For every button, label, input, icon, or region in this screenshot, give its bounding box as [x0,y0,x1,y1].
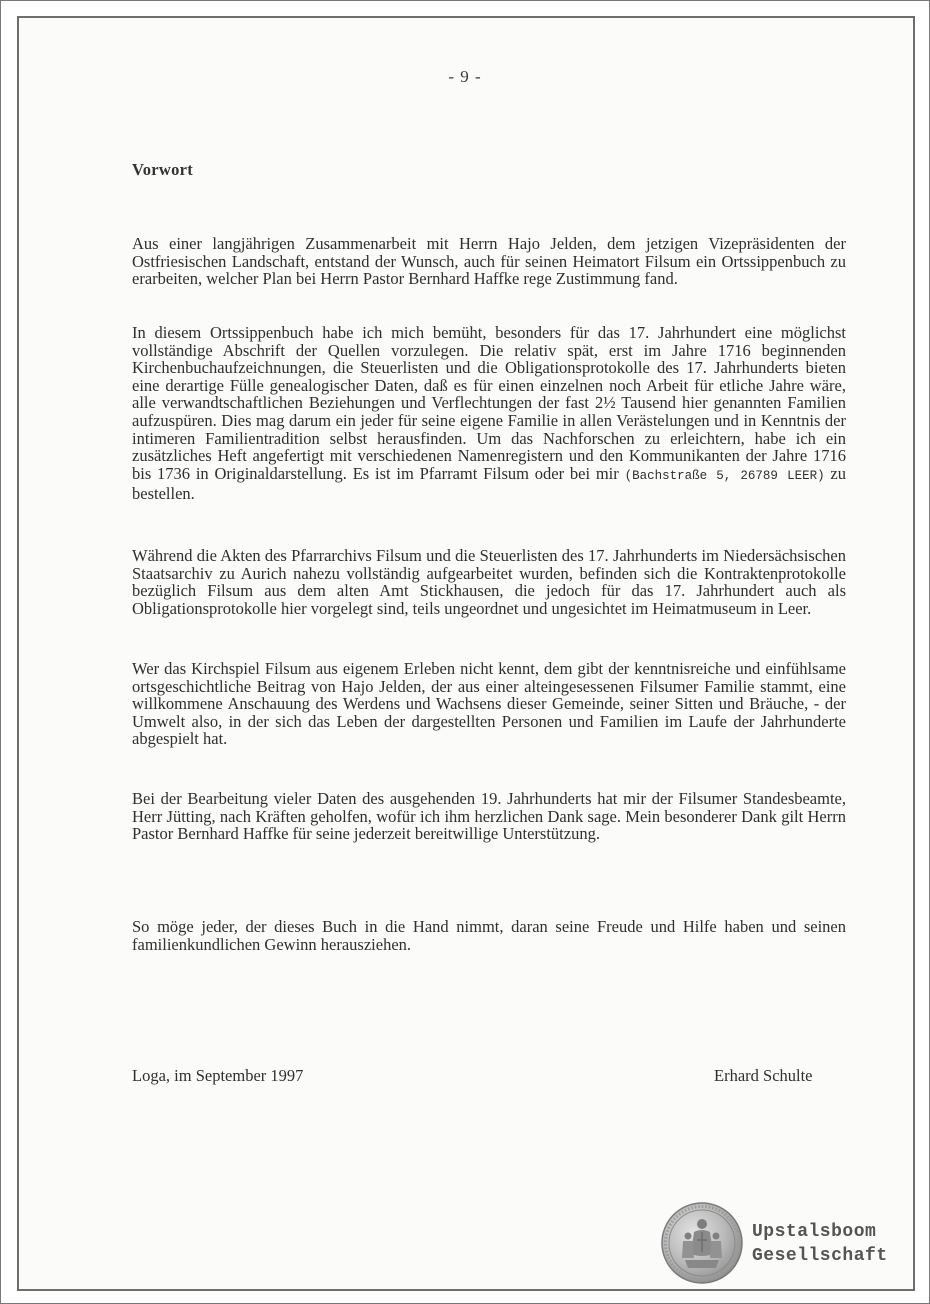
place-and-date: Loga, im September 1997 [132,1066,304,1085]
paragraph-ortssippenbuch [132,324,846,503]
upstalsboom-seal-icon [661,1202,743,1284]
author-address: (Bachstraße 5, 26789 LEER) [624,468,825,483]
page-border [17,16,915,1291]
paragraph-ortssippenbuch-text: In diesem Ortssippenbuch habe ich mich bemüht, besonders für das 17. Jahrhundert eine möglichst vollständige Abschrift der Quellen vorzulegen. Die relativ spät, erst im Jahre 1716 beginnenden Kirchenbuchaufzeichnungen, die Steuerlisten und die Obligationsprotokolle des 17. Jahrhunderts bieten eine derartige Fülle genealogischer Daten, daß es für einen einzelnen noch Arbeit für etliche Jahre wäre, alle verwandtschaftlichen Beziehungen und Verflechtungen der fast 2½ Tausend hier genannten Familien aufzuspüren. Dies mag darum ein jeder für seine eigene Familie in allen Verästelungen und in Kenntnis der intimeren Familientradition selbst herausfinden. Um das Nachforschen zu erleichtern, habe ich ein zusätzliches Heft angefertigt mit verschiedenen Namenregistern und den Kommunikanten der Jahre 1716 bis 1736 in Originaldarstellung. Es ist im Pfarramt Filsum oder bei mir [132,323,846,483]
watermark-line-2: Gesellschaft [752,1246,888,1266]
paragraph-collaboration: Aus einer langjährigen Zusammenarbeit mit Herrn Hajo Jelden, dem jetzigen Vizepräsidenten der Ostfriesischen Landschaft, entstand der Wunsch, auch für seinen Heimatort Filsum ein Ortssippenbuch zu erarbeiten, welcher Plan bei Herrn Pastor Bernhard Haffke rege Zustimmung fand. [132,234,846,289]
paragraph-kirchspiel: Wer das Kirchspiel Filsum aus eigenem Erleben nicht kennt, dem gibt der kenntnisreiche und einfühlsame ortsgeschichtliche Beitrag von Hajo Jelden, der aus einer alteingesessenen Filsumer Familie stammt, eine willkommene Anschauung des Werdens und Wachsens dieser Gemeinde, seiner Sitten und Bräuche, - der Umwelt also, in der sich das Leben der dargestellten Personen und Familien im Laufe der Jahrhunderte abgespielt hat. [132,659,846,749]
paragraph-closing-wish: So möge jeder, der dieses Buch in die Hand nimmt, daran seine Freude und Hilfe haben und seinen familienkundlichen Gewinn herausziehen. [132,917,846,954]
section-heading: Vorwort [132,160,194,179]
paragraph-ortssippenbuch-end: zu bestellen. [132,463,846,504]
paragraph-thanks: Bei der Bearbeitung vieler Daten des ausgehenden 19. Jahrhunderts hat mir der Filsumer Standesbeamte, Herr Jütting, nach Kräften geholfen, wofür ich ihm herzlichen Dank sage. Mein besonderer Dank gilt Herrn Pastor Bernhard Haffke für seine jederzeit bereitwillige Unterstützung. [132,789,846,844]
author-name: Erhard Schulte [714,1066,813,1085]
paragraph-archives: Während die Akten des Pfarrarchivs Filsum und die Steuerlisten des 17. Jahrhunderts im Niedersächsischen Staatsarchiv zu Aurich nahezu vollständig aufgearbeitet wurden, befinden sich die Kontraktenprotokolle bezüglich Filsum aus dem alten Amt Stickhausen, die jedoch für das 17. Jahrhundert auch als Obligationsprotokolle hier vorgelegt sind, teils ungeordnet und ungesichtet im Heimatmuseum in Leer. [132,546,846,618]
page-number: - 9 - [448,67,482,86]
upstalsboom-watermark [752,1220,888,1268]
watermark-line-1: Upstalsboom [752,1222,877,1242]
